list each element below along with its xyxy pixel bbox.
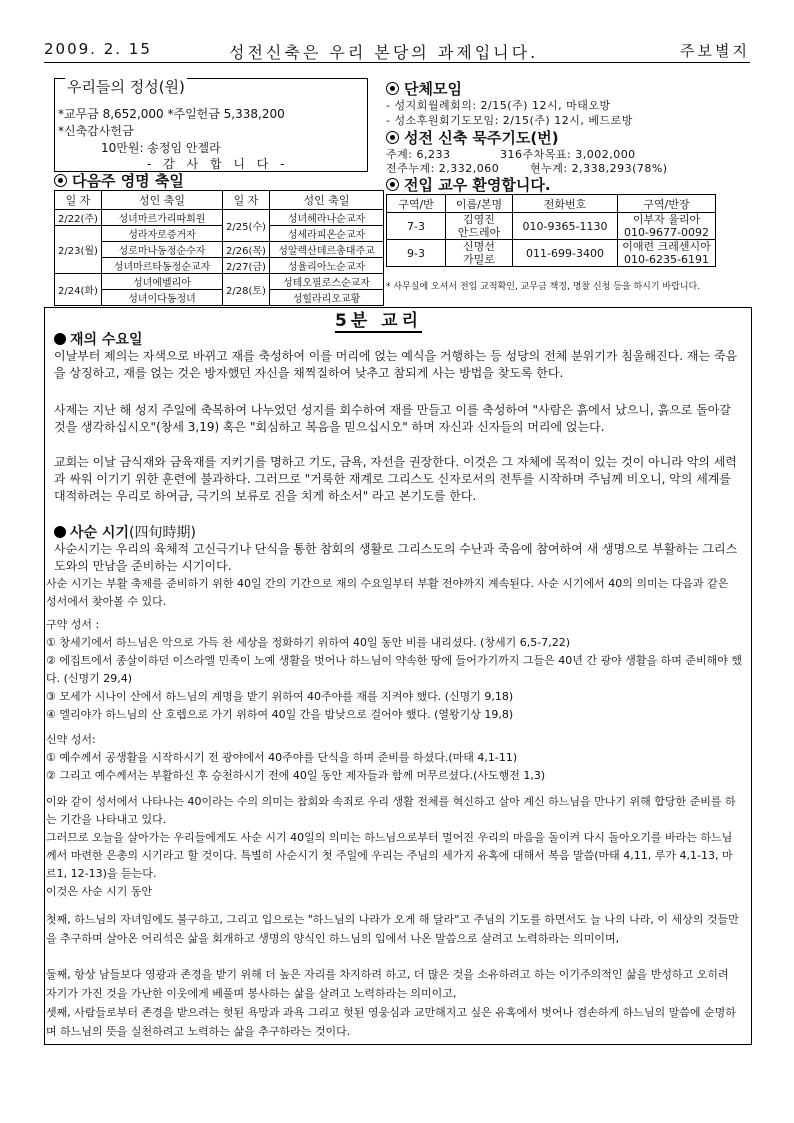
leader-name: 이애련 크레센시아 — [622, 240, 711, 253]
table-header-row — [55, 191, 384, 210]
welcome-phone: 011-699-3400 — [513, 240, 618, 267]
welcome-area: 9-3 — [387, 240, 446, 267]
offering-title: 우리들의 정성(원) — [67, 78, 185, 96]
column-header: 성인 축일 — [270, 191, 384, 210]
list-item: ③ 모세가 시나이 산에서 하느님의 계명을 받기 위하여 40주야를 재를 지켜야 했다. (신명기 9,18) — [46, 690, 514, 703]
feast-date: 2/25(수) — [223, 210, 270, 242]
groups-title: 단체모임 — [404, 80, 462, 98]
target-circle-icon — [386, 131, 399, 144]
welcome-name-korean: 신명선 — [463, 240, 495, 253]
table-row — [55, 258, 384, 274]
prayer-goal: 316주차목표: 3,002,000 — [500, 148, 636, 161]
offering-donor: 10만원: 송정임 안젤라 — [101, 141, 221, 155]
list-item: ② 에집트에서 종살이하던 이스라엘 민족이 노예 생활을 벗어나 하느님이 약속한 땅에 들어가기까지 그들은 40년 간 광야 생활을 하며 준비해야 했다. (신명기 29,4) — [46, 654, 742, 685]
paragraph-third: 셋째, 사람들로부터 존경을 받으려는 헛된 욕망과 과욕 그리고 헛된 영웅심과 교만해지고 싶은 유혹에서 벗어나 겸손하게 하느님의 말씀에 순명하며 하느님의 뜻을 실천하려고 노력하는 삶을 추구하라는 것이다. — [46, 1006, 736, 1038]
group-item: - 성지회월례회의: 2/15(주) 12시, 마태오방 — [386, 99, 611, 112]
prayer-heading — [386, 127, 559, 148]
welcome-title: 전입 교우 환영합니다. — [404, 176, 551, 194]
paragraph: 이와 같이 성서에서 나타나는 40이라는 수의 의미는 참회와 속죄로 우리 생활 전체를 혁신하고 살아 계신 하느님을 만나기 위해 합당한 준비를 하는 기간을 나타내고 있다. — [46, 795, 736, 826]
welcome-leader — [618, 240, 716, 267]
welcome-baptismal-name: 안드레아 — [457, 226, 501, 239]
welcome-heading — [386, 174, 551, 195]
feast-saint: 성녀에벨리아 — [102, 274, 223, 290]
feast-saint: 성율리아노순교자 — [270, 258, 384, 274]
list-item: ① 창세기에서 하느님은 악으로 가득 찬 세상을 정화하기 위하여 40일 동안 비를 내리셨다. (창세기 6,5-7,22) — [46, 636, 571, 649]
new-testament-title: 신약 성서: — [46, 733, 96, 746]
feast-saint: 성알렉산데르총대주교 — [270, 242, 384, 258]
column-header: 구역/반장 — [618, 195, 716, 213]
paragraph: 사제는 지난 해 성지 주일에 축복하여 나누었던 성지를 회수하여 재를 만들고 이를 축성하여 "사람은 흙에서 났으니, 흙으로 돌아갈 것을 생각하십시오"(창세 3,19) 혹은 "회심하고 복음을 믿으십시오" 하며 자신과 신자들의 머리에 얹는다. — [54, 403, 731, 434]
bulletin-slogan: 성전신축은 우리 본당의 과제입니다. — [229, 43, 539, 62]
feast-date: 2/26(목) — [223, 242, 270, 258]
doctrine-title: 5분 교리 — [335, 311, 423, 331]
group-item: - 성소후원회기도모임: 2/15(주) 12시, 베드로방 — [386, 114, 633, 127]
welcome-note: * 사무실에 오셔서 전입 교적확인, 교무금 책정, 명찰 신청 등을 하시기 바랍니다. — [386, 282, 701, 292]
feast-date: 2/27(금) — [223, 258, 270, 274]
prayer-title: 성전 신축 묵주기도(번) — [404, 129, 559, 147]
feast-title: 다음주 영명 축일 — [72, 172, 184, 190]
feast-date: 2/24(화) — [55, 274, 102, 306]
paragraph-second: 둘째, 항상 남들보다 영광과 존경을 받기 위해 더 높은 자리를 차지하려 하고, 더 많은 것을 소유하려고 하는 이기주의적인 삶을 반성하고 오히려 자기가 가진 것을 가난한 이웃에게 베풀며 봉사하는 삶을 살려고 노력하라는 의미이고, — [46, 968, 729, 1000]
paragraph: 그러므로 오늘을 살아가는 우리들에게도 사순 시기 40일의 의미는 하느님으로부터 멀어진 우리의 마음을 돌이켜 다시 돌아오기를 바라는 하느님께서 마련한 은총의 시기라고 할 것이다. 특별히 사순시기 첫 주일에 우리는 주님의 세가지 유혹에 대해서 복음 말씀(마태 4,11, 루가 4,1-13, 마르1, 12-13)을 듣는다. — [46, 831, 733, 880]
prayer-prev-total: 전주누계: 2,332,060 — [386, 162, 500, 175]
bulletin-name: 주보별지 — [680, 42, 750, 60]
list-item: ④ 엘리야가 하느님의 산 호렙으로 가기 위하여 40일 간을 밤낮으로 걸어야 했다. (열왕기상 19,8) — [46, 708, 514, 721]
leader-name: 이부자 율리아 — [632, 213, 701, 226]
target-circle-icon — [386, 82, 399, 95]
offering-box — [54, 78, 368, 172]
section-heading-lent — [54, 522, 196, 542]
section-title: 사순 시기 — [70, 525, 129, 541]
bulletin-header — [44, 38, 750, 63]
bullet-dot-icon — [54, 333, 66, 345]
table-row — [55, 226, 384, 242]
welcome-area: 7-3 — [387, 213, 446, 240]
table-row — [55, 290, 384, 306]
table-header-row — [387, 195, 716, 213]
feast-saint: 성녀마르가리따회원 — [102, 210, 223, 226]
offering-totals: *교무금 8,652,000 *주일헌금 5,338,200 — [58, 107, 285, 121]
paragraph: 이날부터 제의는 자색으로 바뀌고 재를 축성하여 이를 머리에 얹는 예식을 거행하는 등 성당의 전체 분위기가 침울해진다. 재는 죽음을 상징하고, 재를 얹는 것은 방자했던 자신을 채찍질하여 낮추고 참되게 사는 방법을 찾도록 한다. — [54, 349, 738, 380]
prayer-current-total: 현누계: 2,338,293(78%) — [530, 162, 668, 175]
welcome-name — [446, 240, 513, 267]
paragraph-first: 첫째, 하느님의 자녀임에도 불구하고, 그리고 입으로는 "하느님의 나라가 오게 해 달라"고 주님의 기도를 하면서도 늘 나의 나라, 이 세상의 것들만을 추구하며 살아온 어리석은 삶을 회개하고 생명의 양식인 하느님의 입에서 나온 말씀으로 살려고 노력하라는 의미이며, — [46, 913, 739, 945]
target-circle-icon — [386, 178, 399, 191]
table-row — [55, 274, 384, 290]
feast-saint: 성세라피온순교자 — [270, 226, 384, 242]
feast-saint: 성테오필로스순교자 — [270, 274, 384, 290]
column-header: 일 자 — [55, 191, 102, 210]
list-item: ① 예수께서 공생활을 시작하시기 전 광야에서 40주야를 단식을 하며 준비를 하셨다.(마태 4,1-11) — [46, 751, 518, 764]
paragraph: 교회는 이날 금식재와 금육재를 지키기를 명하고 기도, 금욕, 자선을 권장한다. 이것은 그 자체에 목적이 있는 것이 아니라 악의 세력과 싸워 이기기 위한 훈련에 불과하다. 그러므로 "거룩한 재계로 그리스도 신자로서의 전투를 시작하며 주님께 비오니, 악의 세계를 대적하려는 우리로 하여금, 극기의 보류로 진을 치게 하소서" 라고 본기도를 한다. — [54, 455, 737, 503]
bullet-dot-icon — [54, 526, 66, 538]
feast-heading — [54, 170, 184, 191]
groups-heading — [386, 78, 462, 99]
leader-phone: 010-9677-0092 — [624, 226, 709, 239]
section-title: 재의 수요일 — [70, 332, 143, 348]
issue-date: 2009. 2. 15 — [44, 40, 152, 58]
paragraph: 이것은 사순 시기 동안 — [46, 885, 153, 898]
welcome-name — [446, 213, 513, 240]
feast-date: 2/22(주) — [55, 210, 102, 226]
table-row — [55, 210, 384, 226]
feast-saint: 성라자로증거자 — [102, 226, 223, 242]
feast-saint: 성녀헤라나순교자 — [270, 210, 384, 226]
welcome-name-korean: 김영진 — [463, 213, 495, 226]
welcome-leader — [618, 213, 716, 240]
feast-date: 2/28(토) — [223, 274, 270, 306]
paragraph: 사순 시기는 부활 축제를 준비하기 위한 40일 간의 기간으로 재의 수요일부터 부활 전야까지 계속된다. 사순 시기에서 40의 의미는 다음과 같은 성서에서 찾아볼 수 있다. — [46, 577, 729, 608]
welcome-phone: 010-9365-1130 — [513, 213, 618, 240]
column-header: 일 자 — [223, 191, 270, 210]
welcome-table — [386, 194, 716, 267]
table-row — [55, 242, 384, 258]
prayer-week-count: 주계: 6,233 — [386, 148, 451, 161]
section-title-hanja: (四旬時期) — [128, 525, 196, 541]
offering-thanks: - 감 사 합 니 다 - — [147, 157, 289, 171]
old-testament-title: 구약 성서 : — [46, 618, 100, 631]
feast-saint: 성로마나동정순수자 — [102, 242, 223, 258]
target-circle-icon — [54, 174, 67, 187]
column-header: 성인 축일 — [102, 191, 223, 210]
feast-saint: 성녀이다동정녀 — [102, 290, 223, 306]
welcome-baptismal-name: 가밀로 — [463, 253, 495, 266]
section-heading-ash-wednesday — [54, 329, 143, 349]
table-row — [387, 240, 716, 267]
column-header: 구역/반 — [387, 195, 446, 213]
list-item: ② 그리고 예수께서는 부활하신 후 승천하시기 전에 40일 동안 제자들과 함께 머무르셨다.(사도행전 1,3) — [46, 769, 546, 782]
column-header: 전화번호 — [513, 195, 618, 213]
column-header: 이름/본명 — [446, 195, 513, 213]
feast-saint: 성녀마르타동정순교자 — [102, 258, 223, 274]
feast-saint: 성힐라리오교황 — [270, 290, 384, 306]
feast-date: 2/23(월) — [55, 226, 102, 274]
leader-phone: 010-6235-6191 — [624, 253, 709, 266]
table-row — [387, 213, 716, 240]
paragraph: 사순시기는 우리의 육체적 고신극기나 단식을 통한 참회의 생활로 그리스도의 수난과 죽음에 참여하여 새 생명으로 부활하는 그리스도와의 만남을 준비하는 시기이다. — [54, 542, 738, 573]
feast-table — [54, 190, 384, 306]
offering-thanks-label: *신축감사헌금 — [58, 124, 134, 138]
